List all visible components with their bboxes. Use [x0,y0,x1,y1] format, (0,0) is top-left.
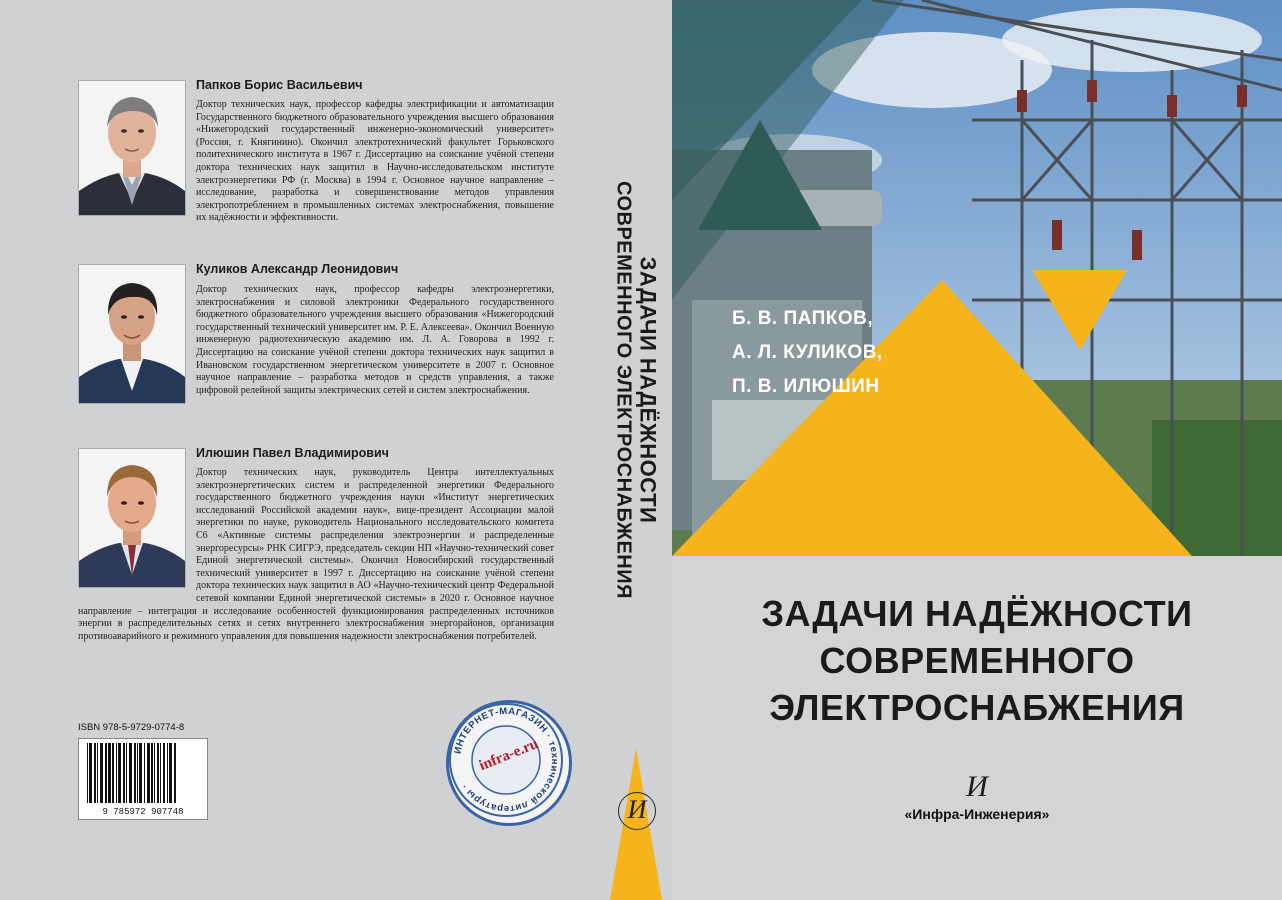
author-bio-text-3: Доктор технических наук, руководитель Центра интеллектуальных электроэнергетических систем и распределенной энергетики Федерального государственного бюджетного учреждения науки «Институт энергетических исследований Российской академии наук», вице-президент Ассоциации малой энергетики по науке, руководитель Национального исследовательского комитета С6 «Активные системы распределения электроэнергии и распределенные энергоресурсы» РНК СИГРЭ, председатель секции НП «Научно-технический совет Единой энергетической системы». Окончил Новосибирский государственный технический университет в 1997 г. Диссертацию на соискание учёной степени доктора технических наук защитил в АО «Научно-технический центр Федеральной сетевой компании Единой энергетической системы» в 2020 г. Основное научное направление – интеграция и исследование особенностей функционирования распределенных источников энергии в распределительных сетях и сетях внутреннего электроснабжения энергорайонов, организация противоаварийного и режимного управления для повышения надежности электроснабжения потребителей. [78,467,554,642]
author-name-2: Куликов Александр Леонидович [196,262,399,276]
barcode-bar [157,743,159,803]
infra-e-stamp[interactable] [446,700,572,826]
publisher-logo: И [966,770,988,803]
barcode [78,738,208,820]
barcode-bar [89,743,92,803]
barcode-bar [87,743,88,803]
isbn-label: ISBN 978-5-9729-0774-8 [78,722,185,733]
spine-logo: И [618,792,656,830]
barcode-bar [112,743,114,803]
barcode-bar [144,743,145,803]
front-author-3: П. В. ИЛЮШИН [732,376,880,397]
stamp-url: infra-e.ru [477,735,541,775]
barcode-bar [108,743,111,803]
front-author-2: А. Л. КУЛИКОВ, [732,342,883,363]
spine-title [600,0,672,900]
front-decoration [672,0,1282,900]
barcode-bar [100,743,103,803]
front-title-line2: СОВРЕМЕННОГО [819,640,1135,681]
publisher-name: «Инфра-Инженерия» [904,806,1050,822]
author-bio-1 [78,99,554,259]
barcode-bar [139,743,142,803]
barcode-digits: 9 785972 907748 [102,807,184,817]
barcode-bar [147,743,150,803]
barcode-bar [151,743,153,803]
author-bio-3 [78,467,554,687]
barcode-bar [163,743,165,803]
svg-text:ИНТЕРНЕТ-МАГАЗИН · технической: ИНТЕРНЕТ-МАГАЗИН · технической литературы · [452,705,561,815]
front-title-line3: ЭЛЕКТРОСНАБЖЕНИЯ [769,687,1185,728]
barcode-bar [118,743,121,803]
front-title [672,590,1282,731]
barcode-bar [97,743,98,803]
barcode-bar [154,743,155,803]
barcode-bar [160,743,161,803]
author-bio-2: Доктор технических наук, профессор кафедры электроэнергетики, электроснабжения и силовой электроники Федерального государственного бюджетного образовательного учреждения высшего образования «Нижегородский государственный технический университет им. Р. Е. Алексеева». Окончил Военную инженерную радиотехническую академию им. Л. А. Говорова в 1992 г. Диссертацию на соискание учёной степени доктора технических наук защитил в Ивановском государственном энергетическом университете в 2007 г. Основное научное направление – разработка методов и средств управления, а также цифровой релейной защиты электрических сетей и систем электроснабжения. [196,284,554,396]
barcode-bar [129,743,132,803]
barcode-bar [174,743,176,803]
front-author-1: Б. В. ПАПКОВ, [732,308,874,329]
spine-title-line1: ЗАДАЧИ НАДЁЖНОСТИ [635,256,661,524]
barcode-bar [167,743,168,803]
front-cover [672,0,1282,900]
bio-wrap-spacer [78,467,196,593]
author-bio-text-1: Доктор технических наук, профессор кафедры электрификации и автоматизации Государственного бюджетного образовательного учреждения высшего образования «Нижегородский государственный инженерно-экономический университет» (Россия, г. Княгинино). Окончил электротехнический факультет Горьковского политехнического института в 1967 г. Диссертацию на соискание учёной степени доктора технических наук защитил в Научно-исследовательском институте электроэнергетики РФ (г. Москва) в 1994 г. Основное научное направление – исследование, разработка и совершенствование методов управления электропотреблением в промышленных системах электроснабжения, повышение их надёжности и эффективности. [196,99,554,224]
barcode-bar [123,743,125,803]
author-photo-2 [78,264,186,404]
back-cover [0,0,600,900]
barcode-bar [137,743,138,803]
barcode-bar [134,743,136,803]
author-name-1: Папков Борис Васильевич [196,78,363,92]
bio-wrap-spacer [78,99,196,215]
barcode-bar [169,743,172,803]
author-name-3: Илюшин Павел Владимирович [196,446,389,460]
barcode-bar [126,743,127,803]
barcode-bar [94,743,96,803]
barcode-bar [105,743,107,803]
spine-title-line2: СОВРЕМЕННОГО ЭЛЕКТРОСНАБЖЕНИЯ [612,181,635,599]
barcode-bar [116,743,117,803]
front-authors [732,302,883,404]
front-title-line1: ЗАДАЧИ НАДЁЖНОСТИ [761,593,1193,634]
